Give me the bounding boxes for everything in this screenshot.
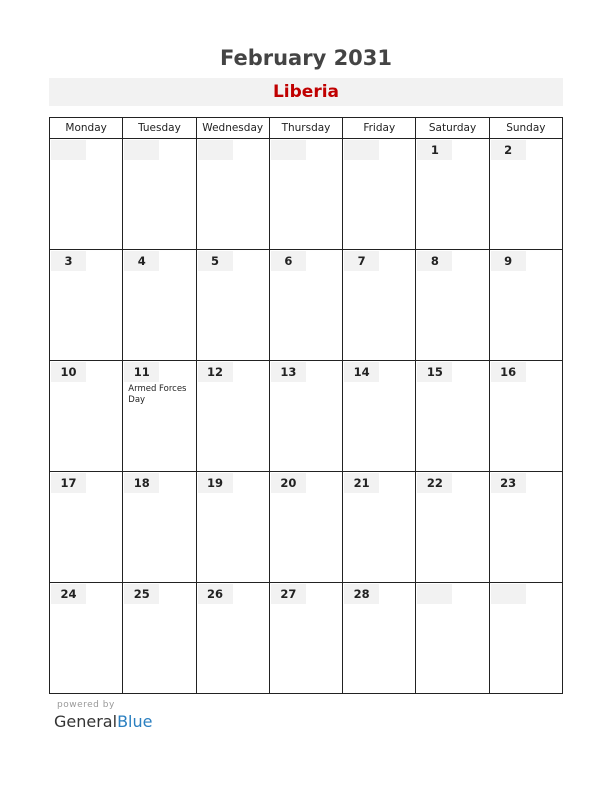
day-cell [416, 250, 489, 361]
day-number: 12 [198, 362, 233, 382]
weekday-wednesday: Wednesday [196, 118, 269, 139]
day-cell [489, 583, 562, 694]
week-row [50, 139, 563, 250]
day-cell [50, 472, 123, 583]
weekday-saturday: Saturday [416, 118, 489, 139]
day-number: 8 [417, 251, 452, 271]
day-number: 1 [417, 140, 452, 160]
day-cell [343, 472, 416, 583]
day-cell [416, 472, 489, 583]
day-number [491, 584, 526, 604]
country-banner: Liberia [49, 78, 563, 106]
day-cell [50, 139, 123, 250]
day-number: 7 [344, 251, 379, 271]
day-number: 2 [491, 140, 526, 160]
day-cell [489, 250, 562, 361]
day-number: 18 [124, 473, 159, 493]
day-cell [269, 250, 342, 361]
day-number: 16 [491, 362, 526, 382]
day-number: 9 [491, 251, 526, 271]
brand-general: General [54, 712, 118, 731]
weekday-header-row [50, 118, 563, 139]
day-cell [489, 139, 562, 250]
day-cell [123, 583, 196, 694]
day-number: 5 [198, 251, 233, 271]
day-number: 28 [344, 584, 379, 604]
day-cell [123, 250, 196, 361]
day-number [51, 140, 86, 160]
day-cell [416, 583, 489, 694]
day-number [198, 140, 233, 160]
day-cell [196, 250, 269, 361]
generalblue-logo[interactable] [54, 712, 152, 731]
day-number: 14 [344, 362, 379, 382]
day-number: 20 [271, 473, 306, 493]
day-cell [196, 583, 269, 694]
day-cell [123, 361, 196, 472]
day-number: 10 [51, 362, 86, 382]
week-row [50, 250, 563, 361]
day-number [271, 140, 306, 160]
day-cell [343, 583, 416, 694]
day-number [344, 140, 379, 160]
day-cell [50, 250, 123, 361]
day-cell [269, 139, 342, 250]
weekday-monday: Monday [50, 118, 123, 139]
day-cell [196, 472, 269, 583]
calendar-grid [49, 117, 563, 694]
day-cell [343, 361, 416, 472]
day-cell [343, 250, 416, 361]
week-row [50, 361, 563, 472]
day-number: 25 [124, 584, 159, 604]
day-cell [196, 361, 269, 472]
day-number: 15 [417, 362, 452, 382]
day-number: 27 [271, 584, 306, 604]
powered-by-label: powered by [57, 700, 115, 710]
day-cell [269, 361, 342, 472]
weekday-tuesday: Tuesday [123, 118, 196, 139]
day-cell [269, 583, 342, 694]
day-cell [416, 361, 489, 472]
day-number: 23 [491, 473, 526, 493]
day-cell [416, 139, 489, 250]
day-cell [196, 139, 269, 250]
holiday-label: Armed Forces Day [128, 384, 187, 405]
day-cell [269, 472, 342, 583]
week-row [50, 472, 563, 583]
day-number: 26 [198, 584, 233, 604]
day-cell [343, 139, 416, 250]
day-number: 21 [344, 473, 379, 493]
day-number [417, 584, 452, 604]
day-number: 3 [51, 251, 86, 271]
day-number: 19 [198, 473, 233, 493]
day-number: 22 [417, 473, 452, 493]
day-cell [489, 361, 562, 472]
day-number [124, 140, 159, 160]
day-cell [123, 139, 196, 250]
day-cell [50, 361, 123, 472]
day-number: 24 [51, 584, 86, 604]
weekday-thursday: Thursday [269, 118, 342, 139]
day-number: 4 [124, 251, 159, 271]
calendar-title: February 2031 [219, 46, 393, 70]
day-number: 13 [271, 362, 306, 382]
week-row [50, 583, 563, 694]
day-cell [123, 472, 196, 583]
day-cell [489, 472, 562, 583]
day-number: 17 [51, 473, 86, 493]
weekday-sunday: Sunday [489, 118, 562, 139]
day-number: 11 [124, 362, 159, 382]
weekday-friday: Friday [343, 118, 416, 139]
day-cell [50, 583, 123, 694]
brand-blue: Blue [117, 712, 153, 731]
day-number: 6 [271, 251, 306, 271]
